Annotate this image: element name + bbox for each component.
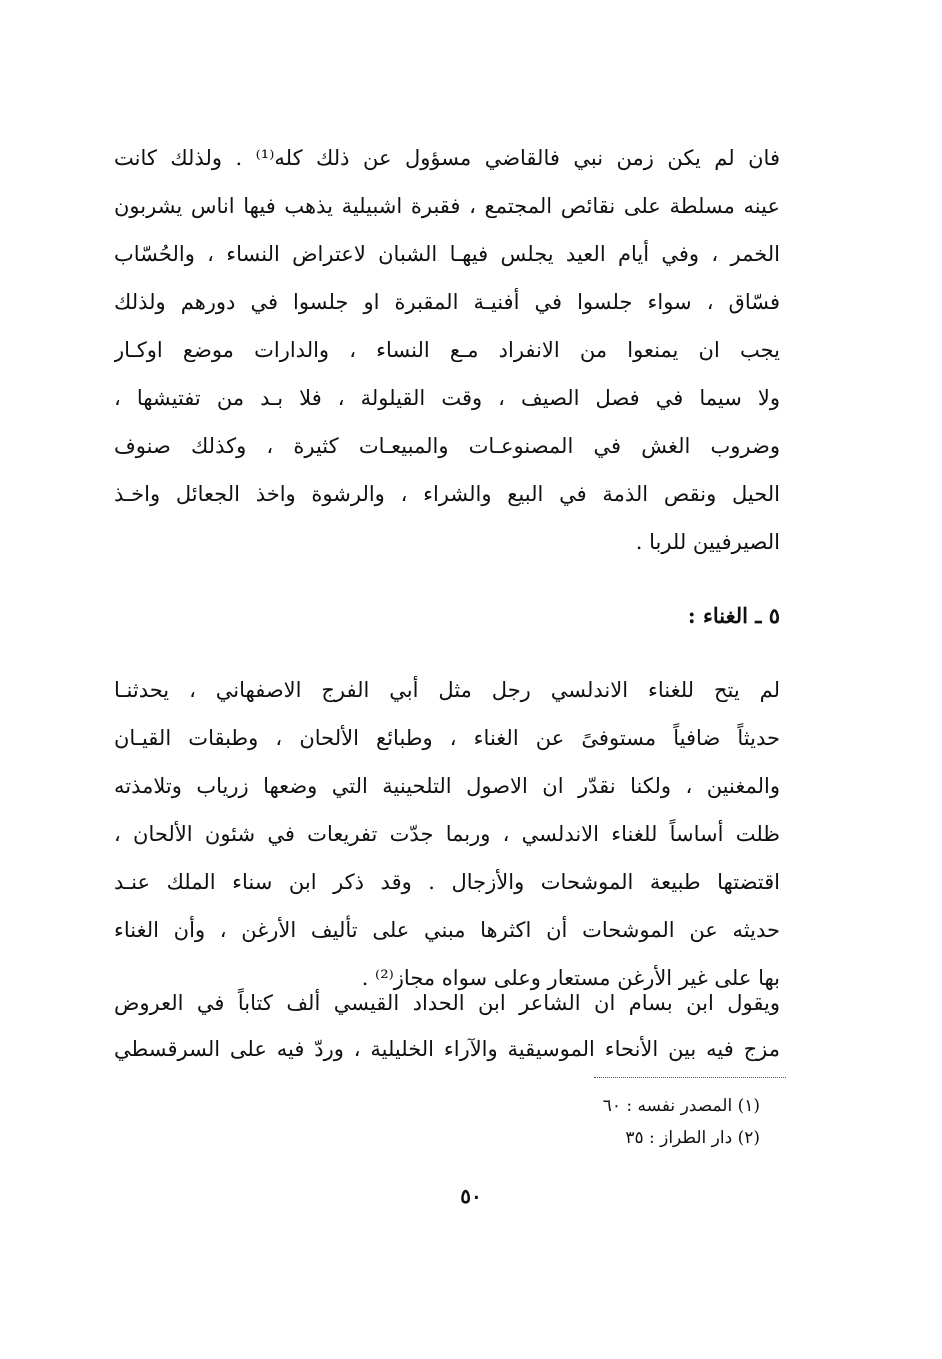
footnote-divider [594, 1077, 786, 1078]
text-line: لم يتح للغناء الاندلسي رجل مثل أبي الفرج الاصفهاني ، يحدثنـا [114, 678, 780, 702]
text-line: حديثاً ضافياً مستوفىً عن الغناء ، وطبائع الألحان ، وطبقات القيـان [114, 726, 780, 750]
text-line: الحيل ونقص الذمة في البيع والشراء ، والرشوة واخذ الجعائل واخـذ [114, 482, 780, 506]
paragraph-singing [114, 666, 780, 1002]
footnote-1: (١) المصدر نفسه : ٦٠ [602, 1096, 760, 1116]
text-line: اقتضتها طبيعة الموشحات والأزجال . وقد ذكر ابن سناء الملك عنـد [114, 870, 780, 894]
text-line: بها على غير الأرغن مستعار وعلى سواه مجاز⁽²⁾ . [361, 966, 780, 990]
text-line: عينه مسلطة على نقائص المجتمع ، فقبرة اشبيلية يذهب فيها اناس يشربون [114, 194, 780, 218]
paragraph-intro [114, 134, 780, 566]
text-line: فان لم يكن زمن نبي فالقاضي مسؤول عن ذلك كله⁽¹⁾ . ولذلك كانت [114, 146, 780, 170]
text-line: فسّاق ، سواء جلسوا في أفنيـة المقبرة او جلسوا في دورهم ولذلك [114, 290, 780, 314]
text-line: الخمر ، وفي أيام العيد يجلس فيهـا الشبان لاعتراض النساء ، والحُسّاب [114, 242, 780, 266]
text-line: ظلت أساساً للغناء الاندلسي ، وربما جدّت تفريعات في شئون الألحان ، [114, 822, 780, 846]
footnotes [603, 1090, 760, 1154]
text-line: وضروب الغش في المصنوعـات والمبيعـات كثيرة ، وكذلك صنوف [114, 434, 780, 458]
text-line: ويقول ابن بسام ان الشاعر ابن الحداد القيسي ألف كتاباً في العروض [114, 991, 780, 1015]
text-line: والمغنين ، ولكنا نقدّر ان الاصول التلحينية التي وضعها زرياب وتلامذته [114, 774, 780, 798]
paragraph-ibn-bassam [114, 980, 780, 1072]
text-line: الصيرفيين للربا . [635, 530, 780, 554]
text-line: حديثه عن الموشحات أن اكثرها مبني على تأليف الأرغن ، وأن الغناء [114, 918, 780, 942]
text-line: مزج فيه بين الأنحاء الموسيقية والآراء الخليلية ، وردّ فيه على السرقسطي [114, 1037, 780, 1061]
page-number: ٥٠ [460, 1184, 482, 1208]
text-line: ولا سيما في فصل الصيف ، وقت القيلولة ، فلا بـد من تفتيشها ، [114, 386, 780, 410]
text-line: يجب ان يمنعوا من الانفراد مـع النساء ، والدارات موضع اوكـار [114, 338, 780, 362]
section-heading: ٥ ـ الغناء : [687, 603, 780, 628]
footnote-2: (٢) دار الطراز : ٣٥ [625, 1128, 760, 1148]
